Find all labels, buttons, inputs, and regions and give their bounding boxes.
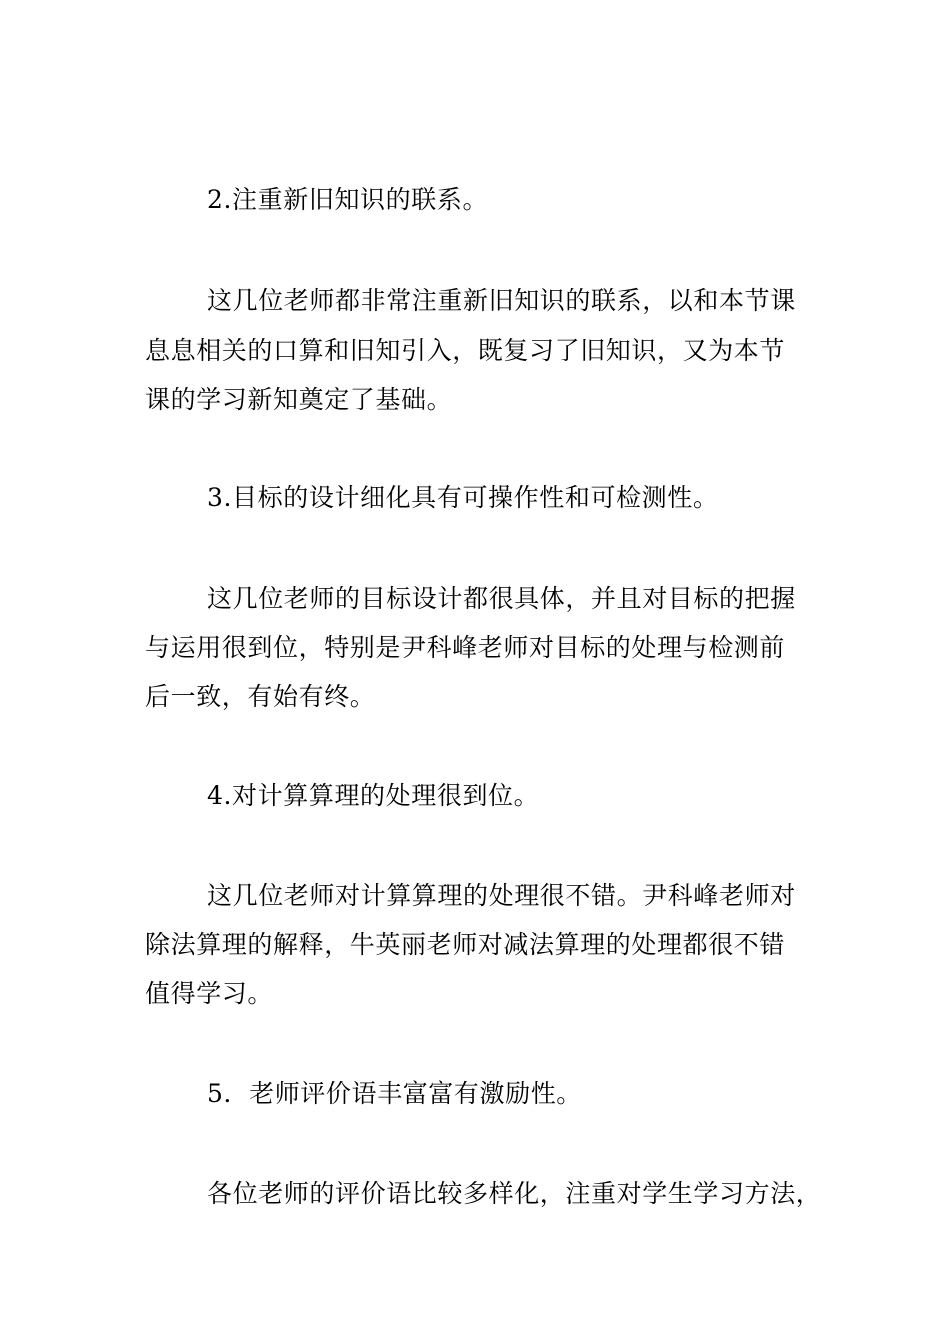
section-heading-3: 3.目标的设计细化具有可操作性和可检测性。 bbox=[207, 483, 719, 512]
section-heading-5: 5．老师评价语丰富富有激励性。 bbox=[207, 1079, 582, 1108]
paragraph-5-line-1: 各位老师的评价语比较多样化，注重对学生学习方法， bbox=[207, 1179, 822, 1208]
paragraph-3-line-1: 这几位老师的目标设计都很具体，并且对目标的把握 bbox=[207, 584, 796, 613]
paragraph-4-line-3: 值得学习。 bbox=[145, 979, 274, 1008]
paragraph-3-line-2: 与运用很到位，特别是尹科峰老师对目标的处理与检测前 bbox=[145, 633, 786, 662]
paragraph-2-line-3: 课的学习新知奠定了基础。 bbox=[145, 385, 453, 414]
paragraph-4-line-1: 这几位老师对计算算理的处理很不错。尹科峰老师对 bbox=[207, 881, 796, 910]
paragraph-4-line-2: 除法算理的解释，牛英丽老师对减法算理的处理都很不错 bbox=[145, 930, 786, 959]
section-heading-4: 4.对计算算理的处理很到位。 bbox=[207, 781, 540, 810]
paragraph-3-line-3: 后一致，有始有终。 bbox=[145, 682, 376, 711]
paragraph-2-line-1: 这几位老师都非常注重新旧知识的联系，以和本节课 bbox=[207, 286, 796, 315]
paragraph-2-line-2: 息息相关的口算和旧知引入，既复习了旧知识，又为本节 bbox=[145, 336, 786, 365]
section-heading-2: 2.注重新旧知识的联系。 bbox=[207, 185, 489, 214]
